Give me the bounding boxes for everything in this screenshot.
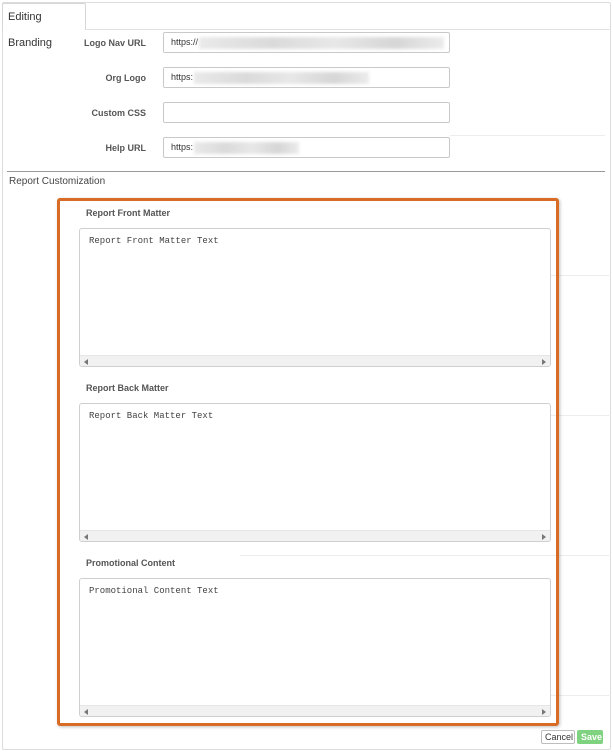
custom-css-label: Custom CSS bbox=[91, 108, 146, 118]
save-button[interactable]: Save bbox=[577, 730, 603, 744]
custom-css-input[interactable] bbox=[163, 102, 450, 123]
org-logo-label: Org Logo bbox=[105, 73, 146, 83]
section-divider bbox=[7, 171, 605, 172]
promotional-content-text: Promotional Content Text bbox=[89, 586, 219, 596]
highlight-box bbox=[57, 198, 559, 726]
org-logo-input[interactable] bbox=[163, 67, 450, 88]
cancel-button[interactable]: Cancel bbox=[541, 730, 575, 744]
promotional-content-label: Promotional Content bbox=[86, 558, 175, 568]
logo-nav-url-input[interactable] bbox=[163, 32, 450, 53]
report-front-matter-label: Report Front Matter bbox=[86, 208, 170, 218]
redacted-value bbox=[194, 142, 299, 154]
redacted-value bbox=[194, 72, 369, 84]
help-url-label: Help URL bbox=[105, 143, 146, 153]
logo-nav-url-value: https:// bbox=[171, 37, 199, 47]
report-customization-title: Report Customization bbox=[9, 176, 106, 187]
tab-editing-branding[interactable]: Editing Branding bbox=[2, 3, 86, 30]
report-back-matter-text: Report Back Matter Text bbox=[89, 411, 214, 421]
report-front-matter-text: Report Front Matter Text bbox=[89, 236, 219, 246]
redacted-value bbox=[199, 37, 444, 49]
org-logo-value: https: bbox=[171, 72, 194, 82]
help-url-value: https: bbox=[171, 142, 194, 152]
logo-nav-url-label: Logo Nav URL bbox=[84, 38, 146, 48]
tab-divider bbox=[86, 29, 611, 30]
field-divider bbox=[450, 135, 605, 136]
help-url-input[interactable] bbox=[163, 137, 450, 158]
report-back-matter-label: Report Back Matter bbox=[86, 383, 169, 393]
